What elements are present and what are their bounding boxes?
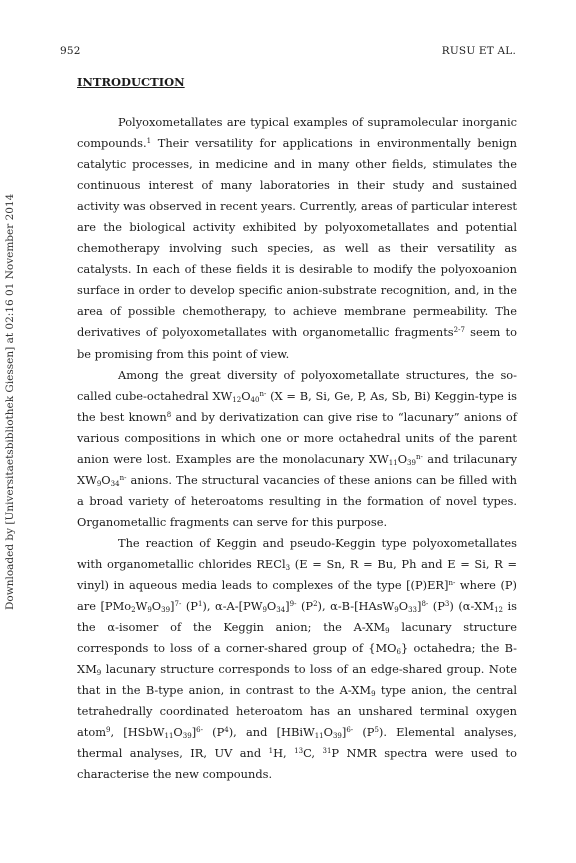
text-run: anions. The structural vacancies of these anions can be filled with a broad variety of heteroatoms resulting in the formation of novel types. Organometallic fragments can serve for this purpose. — [77, 472, 517, 529]
subscript: 9 — [394, 606, 399, 615]
paragraph — [77, 112, 517, 365]
subscript: 34 — [110, 479, 120, 488]
subscript: 11 — [388, 458, 398, 467]
text-run: ] — [416, 599, 422, 614]
text-run: Polyoxometallates are typical examples of supramolecular inorganic compounds. — [77, 115, 517, 151]
text-run: ), α-A-[PW — [202, 599, 263, 614]
text-run: (P — [202, 725, 225, 740]
superscript: 31 — [322, 747, 332, 756]
text-run: , [HSbW — [110, 725, 165, 740]
superscript: 1 — [197, 600, 203, 609]
superscript: 8 — [166, 410, 172, 419]
superscript: 9- — [289, 600, 297, 609]
running-head: RUSU ET AL. — [441, 45, 516, 57]
text-run: lacunary structure corresponds to loss of a corner-shared group of {MO — [77, 620, 517, 656]
text-run: O — [173, 725, 183, 740]
subscript: 9 — [371, 690, 376, 699]
text-run: ). Elemental analyses, thermal analyses, IR, UV and — [77, 725, 517, 761]
superscript: n- — [119, 473, 127, 482]
subscript: 39 — [161, 606, 171, 615]
text-run: ] — [170, 599, 175, 614]
download-watermark: Downloaded by [Universitaetsbibliothek Giessen] at 02:16 01 November 2014 — [4, 193, 16, 610]
text-run: seem to be promising from this point of view. — [77, 325, 517, 361]
text-run: is the α-isomer of the Keggin anion; the A-XM — [77, 599, 517, 635]
superscript: 5 — [374, 726, 379, 735]
text-run: H, — [273, 746, 295, 761]
paragraph — [77, 365, 517, 533]
text-run: ] — [191, 725, 197, 740]
superscript: 1 — [146, 137, 152, 146]
superscript: n- — [448, 579, 456, 588]
subscript: 11 — [314, 732, 324, 741]
subscript: 12 — [232, 395, 242, 404]
subscript: 9 — [147, 606, 152, 615]
superscript: 1 — [268, 747, 274, 756]
superscript: 6- — [196, 726, 203, 735]
superscript: 4 — [224, 726, 229, 735]
text-run: ), and [HBiW — [228, 725, 315, 740]
subscript: 39 — [332, 732, 342, 741]
subscript: 9 — [96, 479, 102, 488]
text-run: ] — [341, 725, 347, 740]
text-run: (X = B, Si, Ge, P, As, Sb, Bi) Keggin-type is the best known — [77, 388, 517, 424]
subscript: 39 — [182, 732, 192, 741]
text-run: lacunary structure corresponds to loss of an edge-shared group. Note that in the B-type anion, in contrast to the A-XM — [77, 662, 517, 698]
text-run: } octahedra; the B-XM — [77, 641, 517, 677]
superscript: 9 — [106, 726, 111, 735]
text-run: Their versatility for applications in environmentally benign catalytic processes, in medicine and in many other fields, stimulates the continuous interest of many laboratories in their study and sustained activity was observed in recent years. Currently, areas of particular interest are the biological activity exhibited by polyoxometallates and potential chemotherapy involving such species, as well as their versatility as catalysts. In each of these fields it is desirable to modify the polyoxoanion surface in order to develop specific anion-substrate recognition, and, in the area of possible chemotherapy, to achieve membrane permeability. The derivatives of polyoxometallates with organometallic fragments — [77, 136, 517, 340]
text-run: ) (α-XM — [449, 599, 495, 614]
subscript: 9 — [385, 627, 390, 636]
text-run: P NMR spectra were used to characterise the new compounds. — [77, 746, 517, 782]
superscript: 7- — [174, 600, 182, 609]
subscript: 39 — [407, 458, 416, 467]
text-run: type anion, the central tetrahedrally coordinated heteroatom has an unshared terminal oxygen atom — [77, 683, 517, 740]
subscript: 9 — [96, 669, 102, 678]
text-run: W — [135, 599, 148, 614]
text-run: Among the great diversity of polyoxometallate structures, the so-called cube-octahedral XW — [77, 367, 517, 403]
text-run: (P — [181, 599, 198, 614]
text-run: (E = Sn, R = Bu, Ph and E = Si, R = vinyl) in aqueous media leads to complexes of the type [(P)ER] — [77, 556, 518, 593]
superscript: 6- — [346, 726, 354, 735]
superscript: n- — [259, 389, 267, 398]
text-run: The reaction of Keggin and pseudo-Keggin type polyoxometallates with organometallic chlorides RECl — [77, 535, 517, 571]
text-run: C, — [303, 746, 323, 761]
subscript: 34 — [276, 606, 286, 615]
superscript: 3 — [444, 600, 450, 609]
text-run: O — [151, 599, 162, 614]
text-run: O — [398, 599, 409, 614]
text-run: (P — [428, 599, 445, 614]
subscript: 11 — [164, 732, 174, 741]
text-run: O — [241, 388, 251, 403]
subscript: 12 — [494, 606, 503, 615]
text-run: O — [397, 451, 408, 466]
superscript: 2-7 — [453, 326, 465, 335]
text-run: where (P) are [PMo — [77, 578, 517, 614]
text-run: ] — [285, 599, 290, 614]
text-run: ), α-B-[HAsW — [317, 599, 395, 614]
superscript: 8- — [421, 600, 429, 609]
text-run: and by derivatization can give rise to “lacunary” anions of various compositions in which one or more octahedral units of the parent anion were lost. Examples are the monolacunary XW — [77, 409, 517, 466]
superscript: 2 — [313, 600, 318, 609]
subscript: 6 — [396, 648, 401, 657]
superscript: 13 — [294, 747, 304, 756]
article-body — [77, 112, 517, 786]
text-run: and trilacunary XW — [77, 451, 518, 487]
text-run: O — [101, 472, 111, 487]
text-run: (P — [296, 599, 314, 614]
text-run: O — [266, 599, 277, 614]
subscript: 40 — [250, 395, 260, 404]
superscript: n- — [415, 452, 423, 461]
subscript: 2 — [131, 606, 136, 615]
page-number: 952 — [60, 45, 81, 57]
subscript: 33 — [408, 606, 417, 615]
text-run: O — [323, 725, 333, 740]
paragraph — [77, 533, 517, 786]
subscript: 3 — [285, 563, 291, 572]
section-title: INTRODUCTION — [77, 75, 185, 89]
subscript: 9 — [262, 606, 267, 615]
text-run: (P — [353, 725, 375, 740]
